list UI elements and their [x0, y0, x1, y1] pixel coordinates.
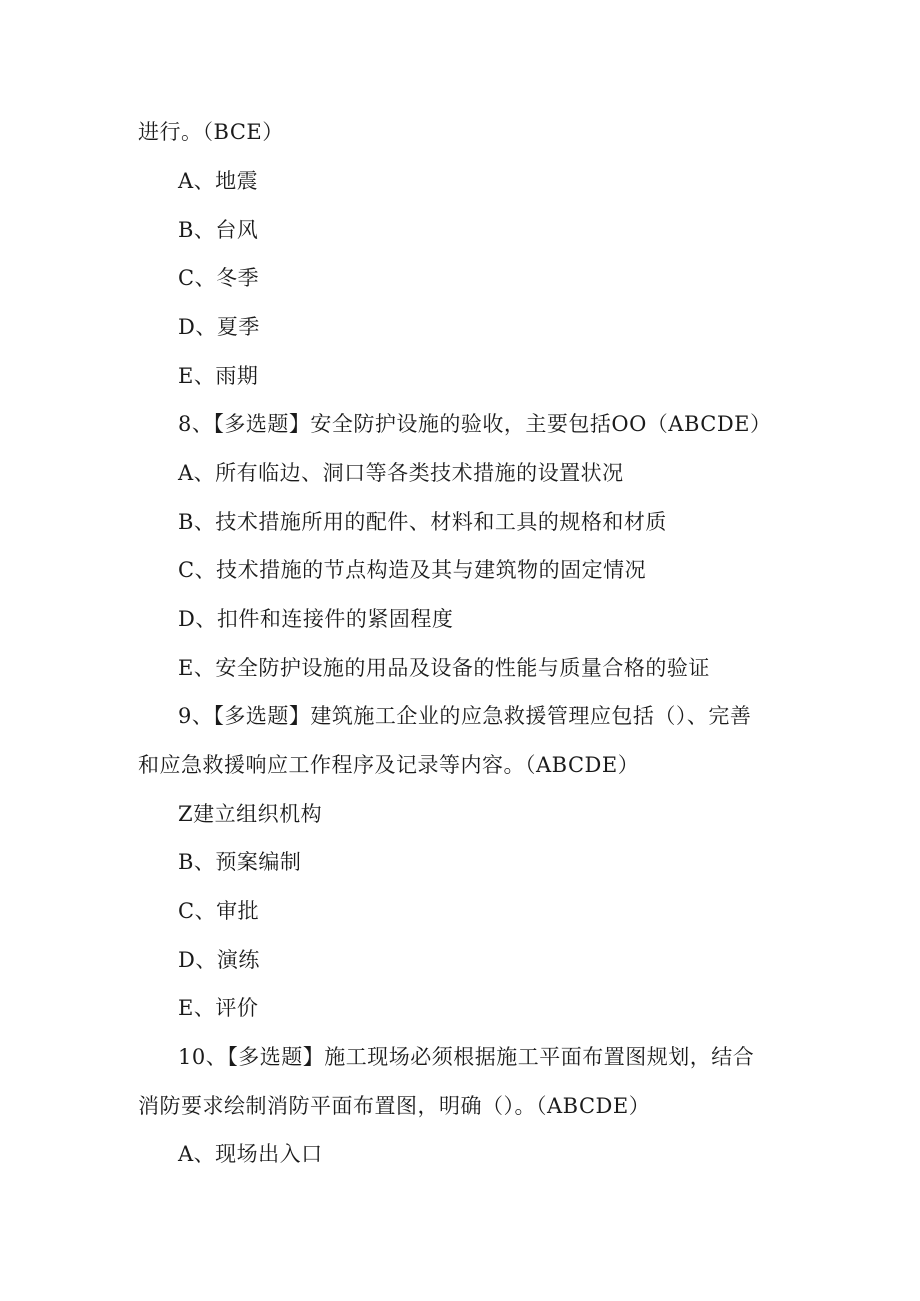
q7-option-b: B、台风: [178, 218, 259, 242]
q9-option-c: C、审批: [178, 899, 260, 923]
q8-option-b: B、技术措施所用的配件、材料和工具的规格和材质: [178, 510, 667, 534]
q9-option-a: Z建立组织机构: [178, 802, 323, 826]
q9-option-d: D、演练: [178, 948, 260, 972]
question-9-stem-continuation: 和应急救援响应工作程序及记录等内容。（ABCDE）: [138, 753, 640, 777]
q8-option-e: E、安全防护设施的用品及设备的性能与质量合格的验证: [178, 656, 710, 680]
question-10-stem-continuation: 消防要求绘制消防平面布置图，明确（）。（ABCDE）: [138, 1094, 651, 1118]
question-9-stem: 9、【多选题】建筑施工企业的应急救援管理应包括（）、完善: [178, 704, 752, 728]
q7-option-c: C、冬季: [178, 266, 260, 290]
q7-option-a: A、地震: [178, 169, 259, 193]
q10-option-a: A、现场出入口: [178, 1142, 323, 1166]
question-7-continuation: 进行。（BCE）: [138, 120, 284, 144]
q9-option-b: B、预案编制: [178, 850, 302, 874]
question-8-stem: 8、【多选题】安全防护设施的验收，主要包括OO（ABCDE）: [178, 412, 772, 436]
q7-option-d: D、夏季: [178, 315, 260, 339]
q8-option-d: D、扣件和连接件的紧固程度: [178, 607, 454, 631]
question-10-stem: 10、【多选题】施工现场必须根据施工平面布置图规划，结合: [178, 1045, 755, 1069]
q7-option-e: E、雨期: [178, 364, 259, 388]
q8-option-c: C、技术措施的节点构造及其与建筑物的固定情况: [178, 558, 647, 582]
q9-option-e: E、评价: [178, 996, 259, 1020]
q8-option-a: A、所有临边、洞口等各类技术措施的设置状况: [178, 461, 624, 485]
